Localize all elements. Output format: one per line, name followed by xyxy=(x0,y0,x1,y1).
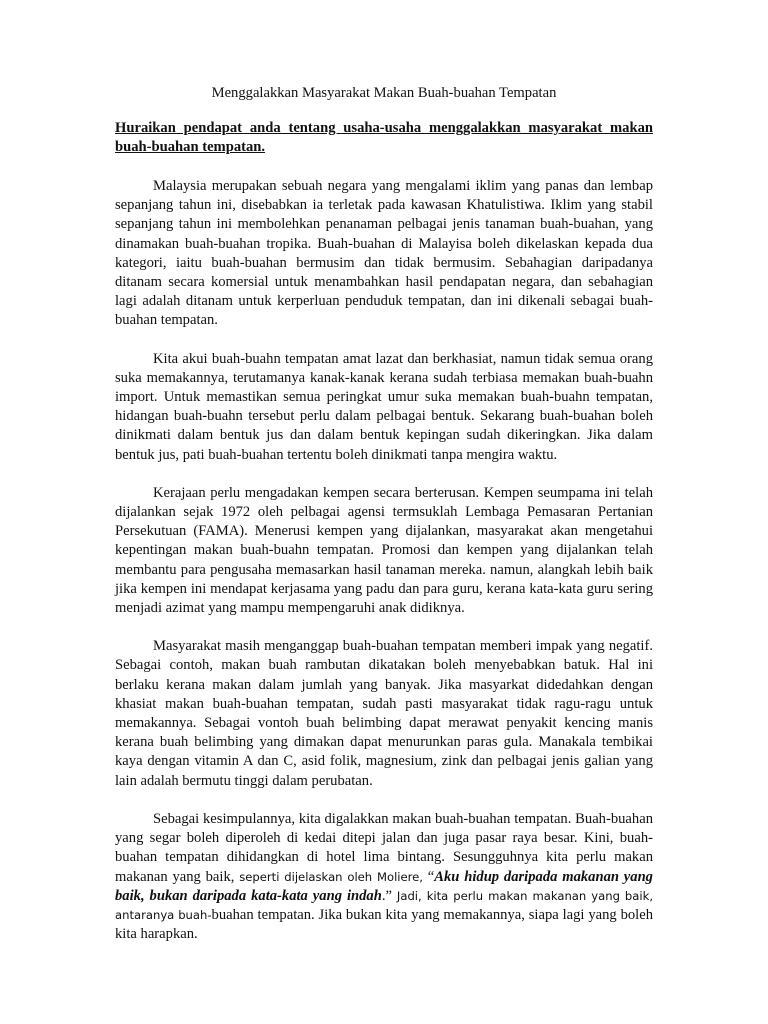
paragraph-3: Kerajaan perlu mengadakan kempen secara berterusan. Kempen seumpama ini telah dijalankan sejak 1972 oleh pelbagai agensi termsuklah Lembaga Pemasaran Pertanian Persekutuan (FAMA). Menerusi kempen yang dijalankan, masyarakat akan mengetahui kepentingan makan buah-buahn tempatan. Promosi dan kempen yang dijalankan telah membantu para pengusaha memasarkan hasil tanaman mereka. namun, alangkah lebih baik jika kempen ini mendapat kerjasama yang padu dan para guru, kerana kata-kata guru sering menjadi azimat yang mampu mempengaruhi anak didiknya. xyxy=(115,484,653,617)
conclusion-close-quote: .” xyxy=(381,887,397,904)
moliere-quote: Aku hidup daripada makanan yang baik, bukan daripada kata-kata yang indah xyxy=(115,868,653,904)
document-title: Menggalakkan Masyarakat Makan Buah-buahan Tempatan xyxy=(211,85,557,101)
conclusion-attribution: seperti dijelaskan oleh Moliere, xyxy=(239,869,423,884)
document-body xyxy=(115,84,653,963)
essay-question: Huraikan pendapat anda tentang usaha-usaha menggalakkan masyarakat makan buah-buahan tempatan. xyxy=(115,120,653,155)
paragraph-1: Malaysia merupakan sebuah negara yang mengalami iklim yang panas dan lembap sepanjang tahun ini, disebabkan ia terletak pada kawasan Khatulistiwa. Iklim yang stabil sepanjang tahun ini membolehkan penanaman pelbagai jenis tanaman buah-buahan, yang dinamakan buah-buahan tropika. Buah-buahan di Malayisa boleh dikelaskan kepada dua kategori, iaitu buah-buahan bermusim dan tidak bermusim. Sebahagian daripadanya ditanam secara komersial untuk menambahkan hasil pendapatan negara, dan sebahagian lagi adalah ditanam untuk kerperluan penduduk tempatan, dan ini dikenali sebagai buah-buahan tempatan. xyxy=(115,178,653,329)
paragraph-4: Masyarakat masih menganggap buah-buahan tempatan memberi impak yang negatif. Sebagai contoh, makan buah rambutan dikatakan boleh menyebabkan batuk. Hal ini berlaku kerana makan dalam jumlah yang banyak. Jika masyarkat didedahkan dengan khasiat makan buah-buahan tempatan, sudah pasti masyarakat tidak ragu-ragu untuk memakannya. Sebagai vontoh buah belimbing dapat merawat penyakit kencing manis kerana buah belimbing yang dimakan dapat menurunkan paras gula. Manakala tembikai kaya dengan vitamin A dan C, asid folik, magnesium, zink dan pelbagai jenis galian yang lain adalah bermutu tinggi dalam perubatan. xyxy=(115,638,653,789)
paragraph-conclusion xyxy=(115,810,653,944)
paragraph-2: Kita akui buah-buahn tempatan amat lazat dan berkhasiat, namun tidak semua orang suka memakannya, terutamanya kanak-kanak kerana sudah terbiasa memakan buah-buahn import. Untuk memastikan semua peringkat umur suka memakan buah-buahn tempatan, hidangan buah-buahn tersebut perlu dalam pelbagai bentuk. Sekarang buah-buahan boleh dinikmati dalam bentuk jus dan dalam bentuk kepingan sudah dikeringkan. Jika dalam bentuk jus, pati buah-buahan tertentu boleh dinikmati tanpa mengira waktu. xyxy=(115,350,653,463)
conclusion-open-quote: “ xyxy=(423,868,435,885)
conclusion-text-2: Jadi, kita perlu makan makanan yang baik, antaranya buah- xyxy=(115,888,654,922)
conclusion-text-3: buahan tempatan. Jika bukan kita yang memakannya, siapa lagi yang boleh kita harapkan. xyxy=(115,906,654,943)
conclusion-text-1: Sebagai kesimpulannya, kita digalakkan makan buah-buahan tempatan. Buah-buahan yang segar boleh diperoleh di kedai ditepi jalan dan juga pasar raya besar. Kini, buah-buahan tempatan dihidangkan di hotel lima bintang. Sesungguhnya kita perlu makan makanan yang baik, xyxy=(115,810,653,885)
